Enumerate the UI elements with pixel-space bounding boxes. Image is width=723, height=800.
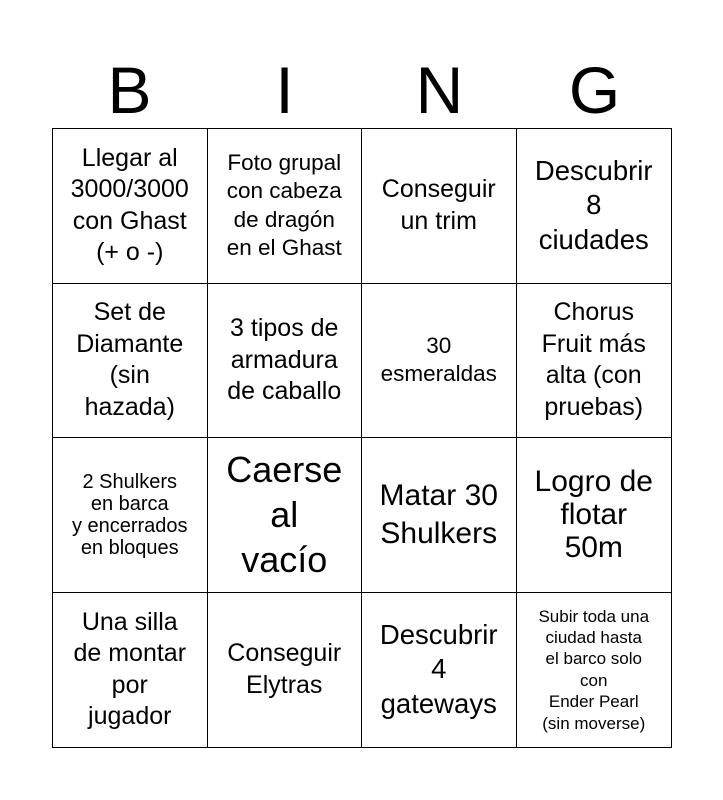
bingo-grid [52,128,672,748]
bingo-cell[interactable] [362,129,517,284]
bingo-cell[interactable] [362,284,517,439]
header-letter-b: B [107,53,152,127]
bingo-cell[interactable] [53,593,208,748]
cell-text: Subir toda una ciudad hasta el barco solo con Ender Pearl (sin moverse) [538,606,650,733]
cell-text: Llegar al 3000/3000 con Ghast (+ o -) [70,143,189,267]
cell-text: Foto grupal con cabeza de dragón en el Ghast [226,150,342,261]
bingo-cell[interactable] [208,438,363,593]
bingo-cell[interactable] [517,593,672,748]
cell-text: Chorus Fruit más alta (con pruebas) [541,298,646,421]
cell-text: 3 tipos de armadura de caballo [227,314,342,405]
bingo-cell[interactable] [208,129,363,284]
header-letter-n: N [415,53,464,127]
cell-text: Set de Diamante (sin hazada) [76,298,184,421]
cell-text: 30 esmeraldas [380,332,497,387]
bingo-cell[interactable] [362,438,517,593]
bingo-cell[interactable] [517,438,672,593]
bingo-cell[interactable] [362,593,517,748]
bingo-cell[interactable] [517,284,672,439]
header-letter-g: G [568,53,621,127]
header-letter-i: I [275,53,294,127]
cell-text: Conseguir Elytras [227,639,342,699]
cell-text: Descubrir 8 ciudades [534,154,653,256]
cell-text: Matar 30 Shulkers [379,478,498,550]
cell-text: Descubrir 4 gateways [379,618,498,720]
bingo-cell[interactable] [208,593,363,748]
bingo-cell[interactable] [517,129,672,284]
bingo-cell[interactable] [53,129,208,284]
cell-text: Una silla de montar por jugador [73,607,187,731]
bingo-cell[interactable] [53,438,208,593]
bingo-header [52,52,672,128]
cell-text: Conseguir un trim [381,175,496,235]
cell-text: Logro de flotar 50m [534,465,653,565]
cell-text: Caerse al vacío [226,448,343,581]
bingo-cell[interactable] [53,284,208,439]
cell-text: 2 Shulkers en barca y encerrados en bloques [71,470,188,559]
bingo-cell[interactable] [208,284,363,439]
